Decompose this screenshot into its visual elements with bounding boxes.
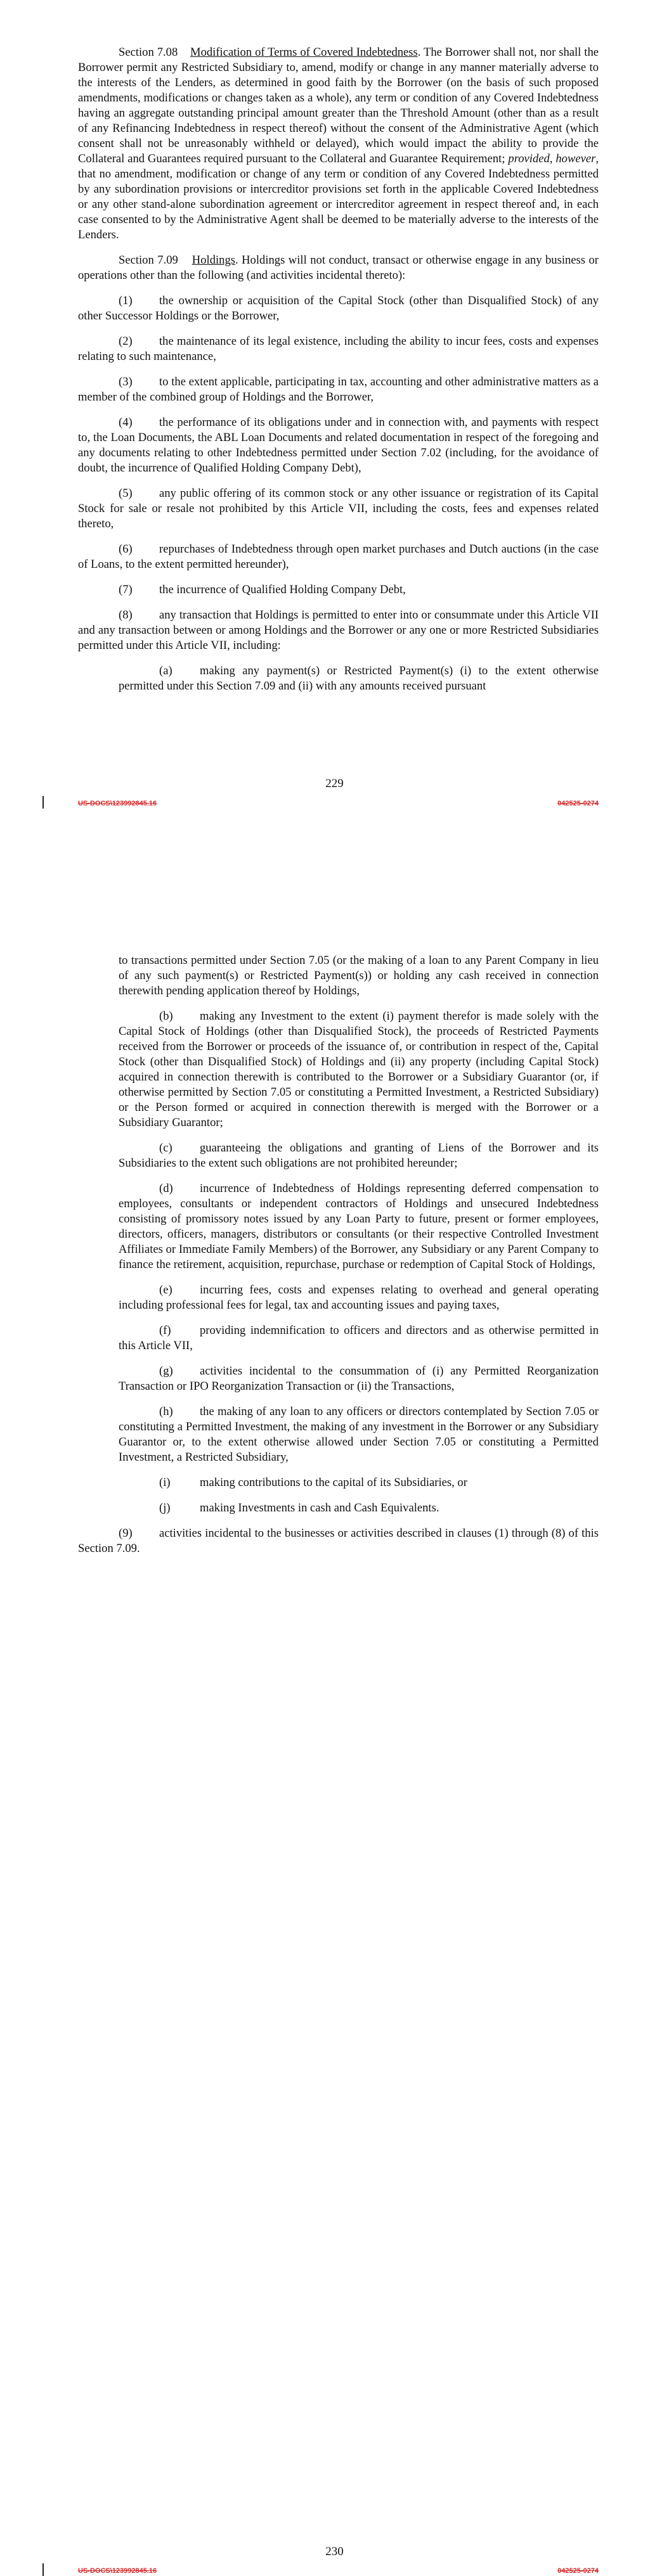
- subclause-text: making Investments in cash and Cash Equivalents.: [200, 1501, 439, 1515]
- footer-doc-id: US-DOCS\123992845.16: [78, 2567, 157, 2575]
- clause-9: [78, 1526, 599, 1556]
- subclause-f: [78, 1323, 599, 1354]
- footer-matter-number: 042525-0274: [557, 2567, 599, 2575]
- subclause-text: incurring fees, costs and expenses relating to overhead and general operating including professional fees for legal, tax and accounting issues and paying taxes,: [119, 1283, 599, 1312]
- section-text: , that no amendment, modification or change of any term or condition of any Covered Indebtedness permitted by any subordination provisions or intercreditor provisions set forth in the applicable Covered Indebtedness or any other stand-alone subordination agreement or intercreditor agreement in respect thereof and, in each case consented to by the Administrative Agent shall be deemed to be materially adverse to the interests of the Lenders.: [78, 152, 599, 241]
- subclause-c: [78, 1141, 599, 1171]
- subclause-h: [78, 1404, 599, 1465]
- clause-number: (8): [119, 608, 133, 622]
- subclause-j: [78, 1501, 599, 1516]
- clause-number: (1): [119, 294, 133, 307]
- clause-number: (9): [119, 1527, 133, 1540]
- clause-7: [78, 582, 599, 598]
- clause-number: (7): [119, 583, 133, 596]
- subclause-a-continued: to transactions permitted under Section 7.05 (or the making of a loan to any Parent Company in lieu of any such payment(s) or Restricted Payment(s)) or holding any cash received in connection therewith pending application thereof by Holdings,: [119, 954, 599, 997]
- clause-text: repurchases of Indebtedness through open market purchases and Dutch auctions (in the case of Loans, to the extent permitted hereunder),: [78, 542, 599, 571]
- subclause-text: activities incidental to the consummation of (i) any Permitted Reorganization Transaction or IPO Reorganization Transaction or (ii) the Transactions,: [119, 1364, 599, 1393]
- page-body: [78, 45, 599, 704]
- clause-number: (4): [119, 416, 133, 429]
- section-text: . Holdings will not conduct, transact or otherwise engage in any business or operations other than the following (and activities incidental thereto):: [78, 253, 599, 282]
- clause-1: [78, 293, 599, 324]
- subclause-a: [78, 663, 599, 694]
- section-text: . The Borrower shall not, nor shall the Borrower permit any Restricted Subsidiary to, amend, modify or change in any manner materially adverse to the interests of the Lenders, as determined in good faith by the Borrower (on the basis of such proposed amendments, modifications or changes taken as a whole), any term or condition of any Covered Indebtedness having an aggregate outstanding principal amount greater than the Threshold Amount (other than as a result of any Refinancing Indebtedness in respect thereof) without the consent of the Administrative Agent (which consent shall not be unreasonably withheld or delayed), which would impact the ability to provide the Collateral and Guarantees required pursuant to the Collateral and Guarantee Requirement;: [78, 46, 599, 165]
- clause-number: (2): [119, 335, 133, 348]
- subclause-g: [78, 1364, 599, 1394]
- clause-text: the incurrence of Qualified Holding Company Debt,: [159, 583, 406, 596]
- subclause-b: [78, 1009, 599, 1131]
- clause-text: the ownership or acquisition of the Capital Stock (other than Disqualified Stock) of any other Successor Holdings or the Borrower,: [78, 294, 599, 323]
- page-number: 229: [325, 777, 344, 790]
- page-body: [78, 953, 599, 1567]
- clause-6: [78, 542, 599, 572]
- subclause-e: [78, 1283, 599, 1313]
- clause-text: any public offering of its common stock or any other issuance or registration of its Capital Stock for sale or resale not prohibited by this Article VII, including the costs, fees and expenses related thereto,: [78, 487, 599, 530]
- clause-text: activities incidental to the businesses or activities described in clauses (1) through (8) of this Section 7.09.: [78, 1527, 599, 1555]
- footer-doc-id: US-DOCS\123992845.16: [78, 800, 157, 807]
- clause-text: to the extent applicable, participating in tax, accounting and other administrative matters as a member of the combined group of Holdings and the Borrower,: [78, 375, 599, 404]
- subclause-letter: (a): [159, 664, 172, 677]
- change-bar: [42, 796, 44, 809]
- subclause-letter: (c): [159, 1141, 172, 1155]
- subclause-text: guaranteeing the obligations and granting of Liens of the Borrower and its Subsidiaries to the extent such obligations are not prohibited hereunder;: [119, 1141, 599, 1170]
- clause-number: (6): [119, 542, 133, 556]
- section-number: Section 7.09: [119, 253, 178, 267]
- clause-3: [78, 375, 599, 405]
- section-heading: Holdings: [192, 253, 235, 267]
- subclause-letter: (j): [159, 1501, 171, 1515]
- italic-proviso: however: [555, 152, 596, 165]
- subclause-letter: (f): [159, 1324, 171, 1337]
- subclause-text: the making of any loan to any officers or directors contemplated by Section 7.05 or constituting a Permitted Investment, the making of any investment in the Borrower or any Subsidiary Guarantor or, to the extent otherwise allowed under Section 7.05 or constituting a Permitted Investment, a Restricted Subsidiary,: [119, 1405, 599, 1464]
- subclause-text: making any Investment to the extent (i) payment therefor is made solely with the Capital Stock of Holdings (other than Disqualified Stock), the proceeds of Restricted Payments received from the Borrower or proceeds of the issuance of, or contribution in respect of the, Capital Stock (other than Disqualified Stock) of Holdings and (ii) any property (including Capital Stock) acquired in connection therewith is contributed to the Borrower or a Subsidiary Guarantor (or, if otherwise permitted by Section 7.05 or constituting a Permitted Investment, a Restricted Subsidiary) or the Person formed or acquired in connection therewith is merged with the Borrower or a Subsidiary Guarantor;: [119, 1009, 599, 1129]
- page-number: 230: [325, 2545, 344, 2558]
- subclause-d: [78, 1181, 599, 1272]
- section-heading: Modification of Terms of Covered Indebtedness: [190, 46, 418, 59]
- subclause-letter: (g): [159, 1364, 173, 1378]
- separator-text: ,: [549, 152, 556, 165]
- clause-4: [78, 415, 599, 476]
- section-7-08: [78, 45, 599, 243]
- subclause-i: [78, 1475, 599, 1490]
- subclause-text: providing indemnification to officers and directors and as otherwise permitted in this Article VII,: [119, 1324, 599, 1352]
- page-229: [0, 0, 669, 865]
- clause-5: [78, 486, 599, 532]
- section-7-09: [78, 253, 599, 283]
- footer-matter-number: 042525-0274: [557, 800, 599, 807]
- clause-8: [78, 608, 599, 653]
- subclause-letter: (b): [159, 1009, 173, 1023]
- clause-text: the maintenance of its legal existence, including the ability to incur fees, costs and expenses relating to such maintenance,: [78, 335, 599, 363]
- section-number: Section 7.08: [119, 46, 178, 59]
- clause-2: [78, 334, 599, 364]
- change-bar: [42, 2563, 44, 2576]
- page-230: [0, 865, 669, 2575]
- clause-text: the performance of its obligations under and in connection with, and payments with respect to, the Loan Documents, the ABL Loan Documents and related documentation in respect of the foregoing and any documents relating to other Indebtedness permitted under Section 7.02 (including, for the avoidance of doubt, the incurrence of Qualified Holding Company Debt),: [78, 416, 599, 475]
- subclause-letter: (h): [159, 1405, 173, 1418]
- subclause-text: making contributions to the capital of its Subsidiaries, or: [200, 1476, 467, 1489]
- subclause-letter: (i): [159, 1476, 171, 1489]
- clause-text: any transaction that Holdings is permitted to enter into or consummate under this Article VII and any transaction between or among Holdings and the Borrower or any one or more Restricted Subsidiaries permitted under this Article VII, including:: [78, 608, 599, 652]
- subclause-letter: (e): [159, 1283, 172, 1297]
- subclause-letter: (d): [159, 1182, 173, 1195]
- subclause-text: incurrence of Indebtedness of Holdings representing deferred compensation to employees, consultants or independent contractors of Holdings and unsecured Indebtedness consisting of promissory notes issued by any Loan Party to future, present or former employees, directors, officers, managers, distributors or consultants (or their respective Controlled Investment Affiliates or Immediate Family Members) of the Borrower, any Subsidiary or any Parent Company to finance the retirement, acquisition, repurchase, purchase or redemption of Capital Stock of Holdings,: [119, 1182, 599, 1271]
- clause-number: (5): [119, 487, 133, 500]
- subclause-text: making any payment(s) or Restricted Payment(s) (i) to the extent otherwise permitted under this Section 7.09 and (ii) with any amounts received pursuant: [119, 664, 599, 693]
- clause-number: (3): [119, 375, 133, 388]
- italic-proviso: provided: [508, 152, 550, 165]
